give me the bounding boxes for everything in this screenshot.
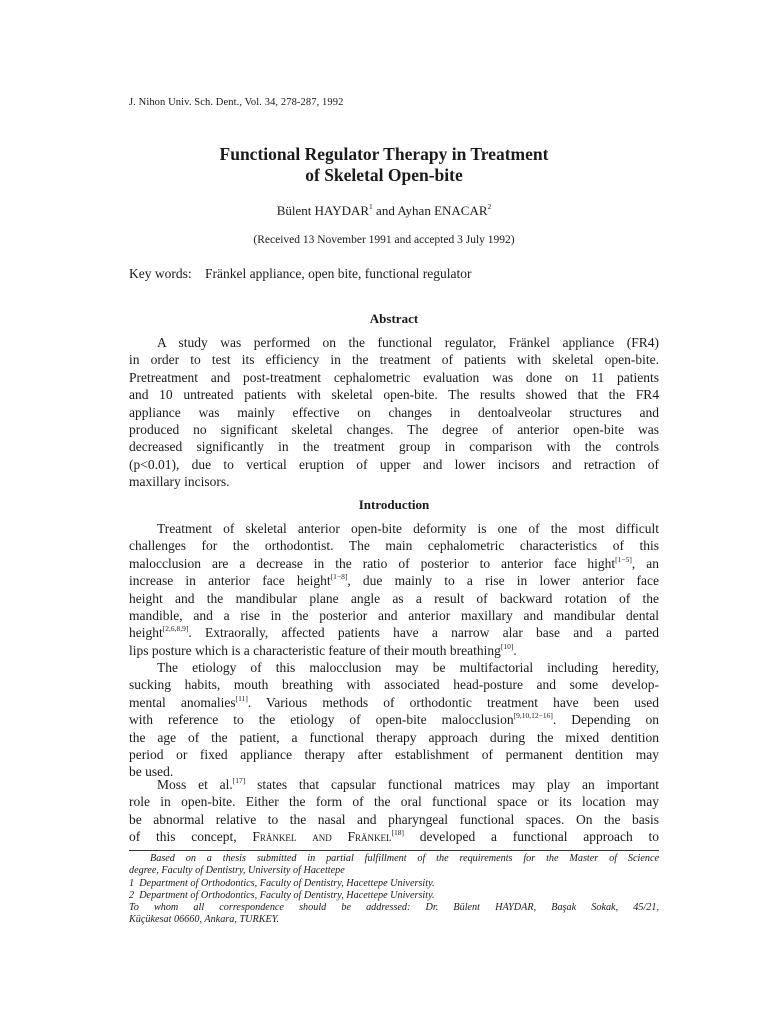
author-1-affiliation: 1 <box>369 202 373 211</box>
citation-ref: [9,10,12−16] <box>513 711 553 721</box>
footnote-line: Based on a thesis submitted in partial fulfillment of the requirements for the Master of Science <box>150 853 659 864</box>
citation-ref: [1−8] <box>330 572 348 582</box>
abstract-line: Pretreatment and post-treatment cephalometric evaluation was done on 11 patients <box>129 369 659 385</box>
footnote-line: 2 Department of Orthodontics, Faculty of Dentistry, Hacettepe University. <box>129 889 435 901</box>
intro-line: malocclusion are a decrease in the ratio of posterior to anterior face hight[1−5], an <box>129 554 659 571</box>
abstract-heading: Abstract <box>369 311 419 326</box>
abstract-line: in order to test its efficiency in the treatment of patients with skeletal open-bite. <box>129 352 659 368</box>
citation-ref: [17] <box>232 776 246 785</box>
intro-line: of this concept, Fränkel and Fränkel[18] developed a functional approach to <box>129 828 659 845</box>
author-line <box>0 203 768 219</box>
citation-ref: [1−5] <box>615 554 632 564</box>
abstract-line: maxillary incisors. <box>129 474 230 490</box>
abstract-body <box>129 334 659 491</box>
intro-line: period or fixed appliance therapy after establishment of permanent dentition may <box>129 746 659 762</box>
intro-line: lips posture which is a characteristic feature of their mouth breathing[10]. <box>129 641 517 658</box>
intro-line: Treatment of skeletal anterior open-bite deformity is one of the most difficult <box>157 521 659 536</box>
citation-ref: [2,6,8,9] <box>162 624 189 634</box>
intro-line: mental anomalies[11]. Various methods of orthodontic treatment have been used <box>129 693 660 710</box>
intro-line: challenges for the orthodontist. The main cephalometric characteristics of this <box>129 538 659 554</box>
introduction-paragraph-3 <box>129 776 659 846</box>
citation-ref: [18] <box>391 828 404 838</box>
abstract-line: decreased significantly in the treatment group in comparison with the controls <box>129 439 659 455</box>
intro-line: height[2,6,8,9]. Extraorally, affected patients have a narrow alar base and a parted <box>129 624 659 641</box>
footnote-line: To whom all correspondence should be addressed: Dr. Bülent HAYDAR, Başak Sokak, 45/21, <box>129 902 659 914</box>
intro-line: The etiology of this malocclusion may be multifactorial including heredity, <box>157 660 659 675</box>
keywords-label: Key words: <box>129 266 192 281</box>
intro-line: role in open-bite. Either the form of the oral functional space or its location may <box>129 794 659 810</box>
author-2-affiliation: 2 <box>487 202 492 211</box>
journal-citation: J. Nihon Univ. Sch. Dent., Vol. 34, 278-287, 1992 <box>129 97 344 108</box>
abstract-line: produced no significant skeletal changes. The degree of anterior open-bite was <box>129 421 659 437</box>
footnote-line: 1 Department of Orthodontics, Faculty of Dentistry, Hacettepe University. <box>129 877 435 889</box>
footnote-line: degree, Faculty of Dentistry, University of Hacettepe <box>129 865 345 877</box>
citation-ref: [10] <box>500 641 514 651</box>
author-2: Ayhan ENACAR <box>397 203 488 218</box>
intro-line: Moss et al.[17] states that capsular functional matrices may play an important <box>157 776 660 792</box>
intro-line: height and the mandibular plane angle as a result of backward rotation of the <box>129 590 659 606</box>
author-1: Bülent HAYDAR <box>276 203 370 218</box>
intro-line: mandible, and a rise in the posterior and anterior maxillary and mandibular dental <box>129 607 659 623</box>
intro-line: be used. <box>129 764 174 780</box>
author-conjunction: and <box>372 203 398 218</box>
introduction-paragraph-1 <box>129 520 659 659</box>
abstract-line: A study was performed on the functional regulator, Fränkel appliance (FR4) <box>157 335 659 350</box>
abstract-line: (p<0.01), due to vertical eruption of upper and lower incisors and retraction of <box>129 456 659 472</box>
footnote-divider <box>129 850 659 851</box>
introduction-heading: Introduction <box>358 497 430 512</box>
footnote-line: Küçükesat 06660, Ankara, TURKEY. <box>129 914 279 926</box>
citation-ref: [11] <box>235 693 248 703</box>
keywords <box>129 266 472 282</box>
abstract-line: and 10 untreated patients with skeletal open-bite. The results showed that the FR4 <box>129 387 659 403</box>
title-line-2: of Skeletal Open-bite <box>305 165 463 185</box>
title-line-1: Functional Regulator Therapy in Treatment <box>219 144 549 164</box>
footnotes <box>129 853 659 927</box>
keywords-text: Fränkel appliance, open bite, functional regulator <box>205 266 472 281</box>
intro-line: with reference to the etiology of open-bite malocclusion[9,10,12−16]. Depending on <box>129 711 659 728</box>
intro-line: be abnormal relative to the nasal and pharyngeal functional spaces. On the basis <box>129 811 659 827</box>
intro-line: increase in anterior face height[1−8], due mainly to a rise in lower anterior face <box>129 572 659 589</box>
received-dates: (Received 13 November 1991 and accepted 3 July 1992) <box>253 234 515 246</box>
introduction-paragraph-2 <box>129 659 659 781</box>
intro-line: sucking habits, mouth breathing with associated head-posture and some develop- <box>129 677 659 693</box>
abstract-line: appliance was mainly effective on changes in dentoalveolar structures and <box>129 404 659 420</box>
paper-title <box>0 144 768 186</box>
intro-line: the age of the patient, a functional therapy approach during the mixed dentition <box>129 729 659 745</box>
